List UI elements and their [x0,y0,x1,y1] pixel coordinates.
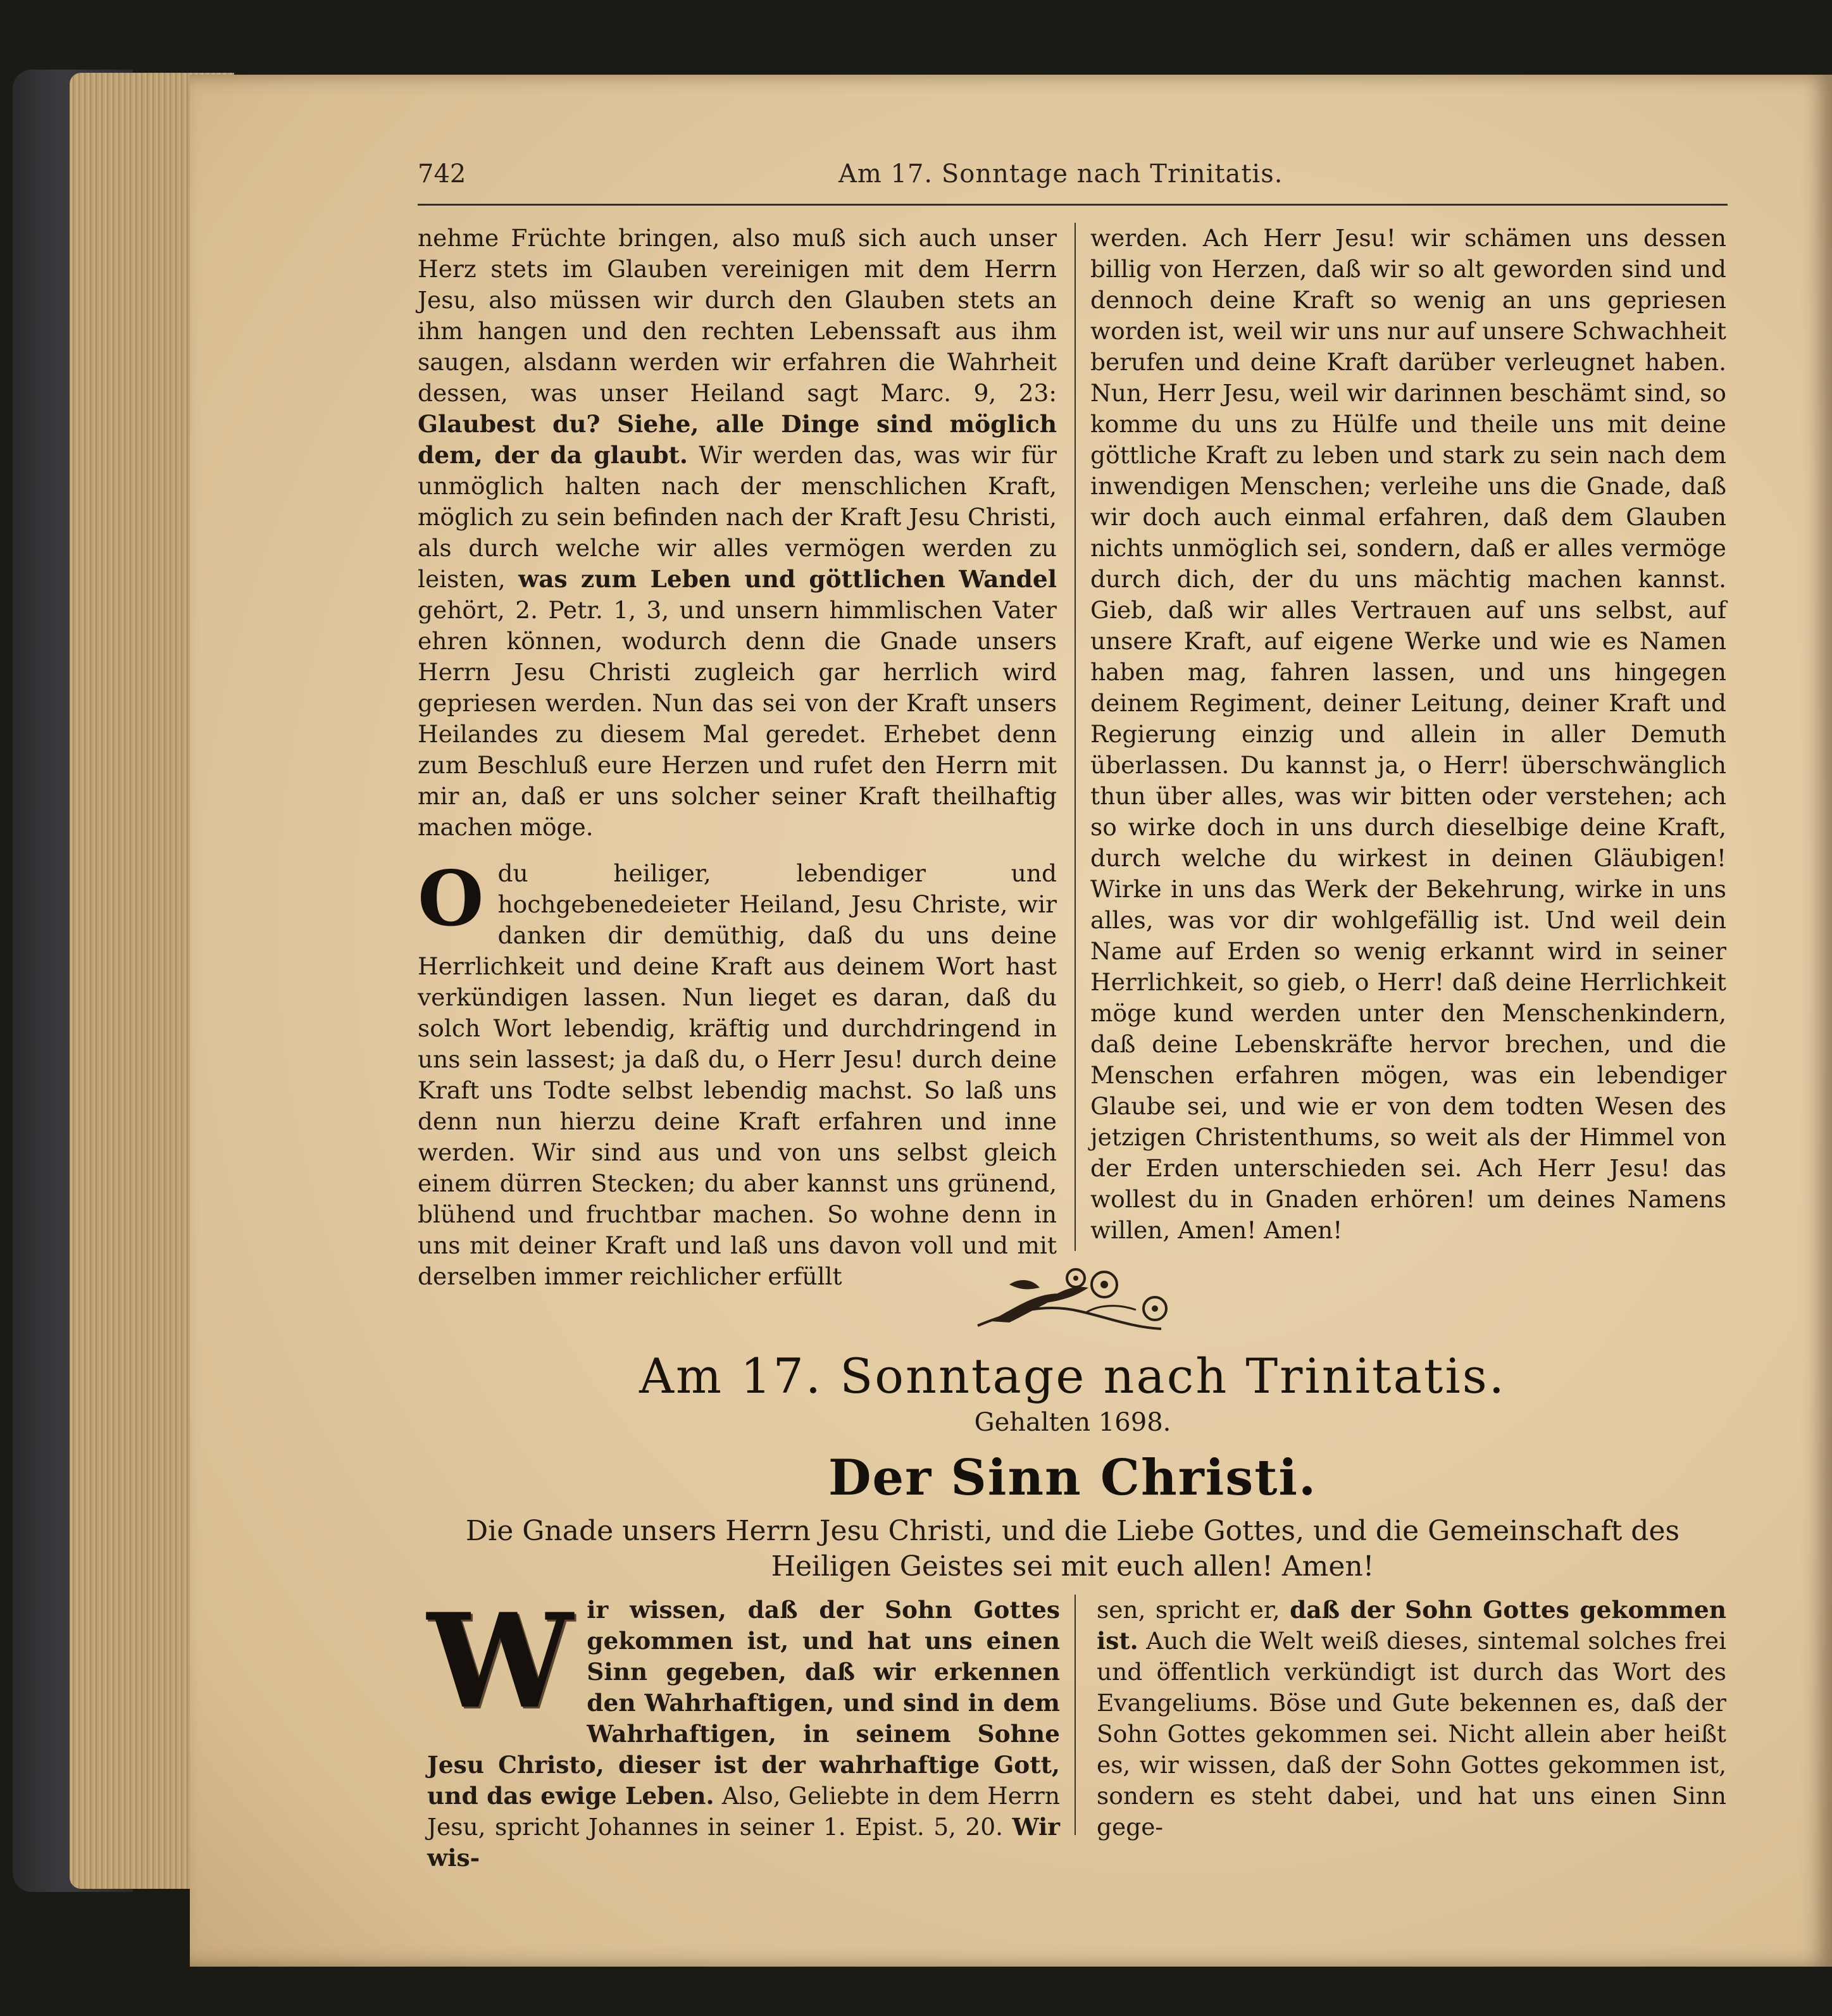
header-rule [418,204,1728,206]
page-header [418,159,1728,197]
scripture-quote: Glaubest du? Siehe, alle Dinge sind möglich dem, der da glaubt. [418,410,1057,469]
running-title: Am 17. Sonntage nach Trinitatis. [838,159,1283,189]
bottom-left-column: W ir wissen, daß der Sohn Gottes gekommen ist, und hat uns einen Sinn gegeben, daß wir erkennen den Wahrhaftigen, und sind in dem Wahrhaftigen, in seinem Sohne Jesu Christo, dieser ist der wahrhaftige Gott, und das ewige Leben. Also, Geliebte in dem Herrn Jesu, spricht Johannes in seiner 1. Epist. 5, 20. Wir wis- [427,1586,1061,1872]
sermon-title: Am 17. Sonntage nach Trinitatis. [639,1348,1506,1404]
column-divider [1075,1595,1076,1835]
prayer-paragraph: O du heiliger, lebendiger und hochgebenedeieter Heiland, Jesu Christe, wir danken dir demüthig, daß du uns deine Herrlichkeit und deine Kraft aus deinem Wort hast verkündigen lassen. Nun lieget es daran, daß du solch Wort lebendig, kräftig und durchdringend in uns sein lassest; ja daß du, o Herr Jesu! durch deine Kraft uns Todte selbst lebendig machst. So laß uns denn nun hierzu deine Kraft erfahren und inne werden. Wir sind aus und von uns selbst gleich einem dürren Stecken; du aber kannst uns grünend, blühend und fruchtbar machen. So wohne denn in uns mit deiner Kraft und laß uns davon voll und mit derselben immer reichlicher erfüllt [418,854,1057,1290]
sermon-initial: W [427,1586,573,1738]
top-left-paragraph: nehme Früchte bringen, also muß sich auch unser Herz stets im Glauben vereinigen mit dem Herrn Jesu, also müssen wir durch den Glauben stets an ihm hangen und den rechten Lebenssaft aus ihm saugen, alsdann werden wir erfahren die Wahrheit dessen, was unser Heiland sagt Marc. 9, 23: Glaubest du? Siehe, alle Dinge sind möglich dem, der da glaubt. Wir werden das, was wir für unmöglich halten nach der menschlichen Kraft, möglich zu sein befinden nach der Kraft Jesu Christi, als durch welche wir alles vermögen werden zu leisten, was zum Leben und göttlichen Wandel gehört, 2. Petr. 1, 3, und unsern himmlischen Vater ehren können, wodurch denn die Gnade unsers Herrn Jesu Christi zugleich gar herrlich wird gepriesen werden. Nun das sei von der Kraft unsers Heilandes zu diesem Mal geredet. Erhebet denn zum Beschluß eure Herzen und rufet den Herrn mit mir an, daß er uns solcher seiner Kraft theilhaftig machen möge. [418,224,1057,841]
prayer-initial: O [418,854,484,943]
top-left-column [418,223,1057,1292]
sermon-theme: Der Sinn Christi. [828,1449,1318,1507]
opening-blessing: Die Gnade unsers Herrn Jesu Christi, und die Liebe Gottes, und die Gemeinschaft des Heiligen Geistes sei mit euch allen! Amen! [465,1515,1680,1583]
page-number: 742 [418,159,466,189]
floral-ornament [971,1266,1180,1338]
column-divider [1075,223,1076,1251]
top-right-column: werden. Ach Herr Jesu! wir schämen uns dessen billig von Herzen, daß wir so alt geworden sind und dennoch deine Kraft so wenig an uns gepriesen worden ist, weil wir uns nur auf unsere Schwachheit berufen und deine Kraft darüber verleugnet haben. Nun, Herr Jesu, weil wir darinnen beschämt sind, so komme du uns zu Hülfe und theile uns mit deine göttliche Kraft zu leben und stark zu sein nach dem inwendigen Menschen; verleihe uns die Gnade, daß wir doch auch einmal erfahren, daß dem Glauben nichts unmöglich sei, sondern, daß er alles vermöge durch dich, der du uns mächtig machen kannst. Gieb, daß wir alles Vertrauen auf uns selbst, auf unsere Kraft, auf eigene Werke und wie es Namen haben mag, fahren lassen, und uns hingegen deinem Regiment, deiner Leitung, deiner Kraft und Regierung einzig und allein in aller Demuth überlassen. Du kannst ja, o Herr! überschwänglich thun über alles, was wir bitten oder verstehen; ach so wirke doch in uns durch dieselbige deine Kraft, durch welche du wirkest in deinen Gläubigen! Wirke in uns das Werk der Bekehrung, wirke in uns alles, was vor dir wohlgefällig ist. Und weil dein Name auf Erden so wenig erkannt wird in seiner Herrlichkeit, so gieb, o Herr! daß deine Herrlichkeit möge kund werden unter den Menschenkindern, daß deine Lebenskräfte hervor brechen, und die Menschen erfahren mögen, was ein lebendiger Glaube sei, und wie er von dem todten Wesen des jetzigen Christenthums, so weit als der Himmel von der Erden unterschieden sei. Ach Herr Jesu! das wollest du in Gnaden erhören! um deines Namens willen, Amen! Amen! [1090,224,1726,1244]
scripture-quote: was zum Leben und göttlichen Wandel [518,565,1057,593]
bottom-right-column: sen, spricht er, daß der Sohn Gottes gekommen ist. Auch die Welt weiß dieses, sintemal solches frei und öffentlich verkündigt ist durch das Wort des Evangeliums. Böse und Gute bekennen es, daß der Sohn Gottes gekommen sei. Nicht allein aber heißt es, wir wissen, daß der Sohn Gottes gekommen ist, sondern es steht dabei, und hat uns einen Sinn gege- [1097,1596,1727,1841]
sermon-subtitle: Gehalten 1698. [974,1408,1171,1437]
